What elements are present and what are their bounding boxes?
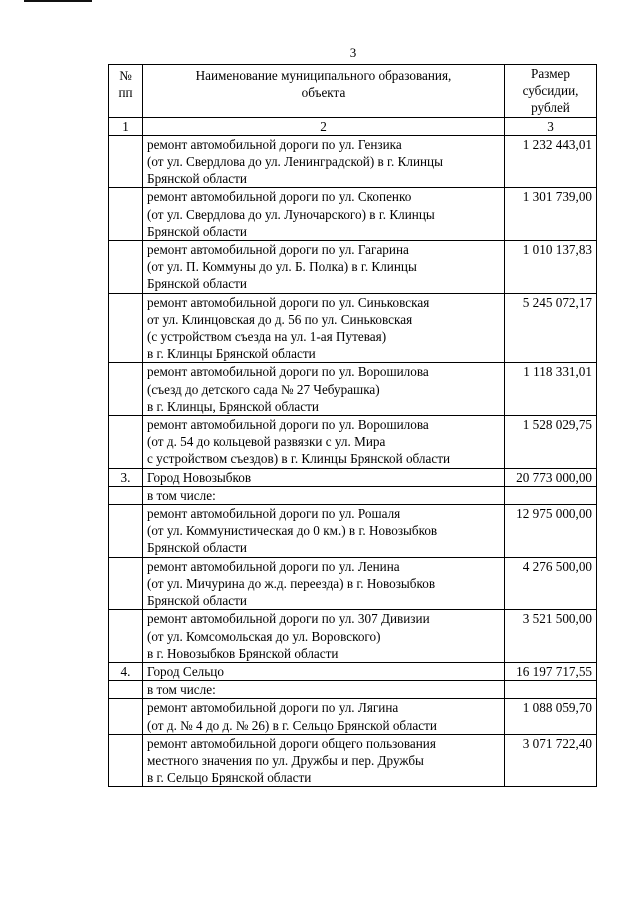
row-name: в том числе:: [143, 486, 505, 504]
header-subsidy: Размер субсидии, рублей: [505, 65, 597, 118]
table-index-row: [109, 117, 597, 135]
row-name: ремонт автомобильной дороги по ул. Гагарина (от ул. П. Коммуны до ул. Б. Полка) в г. Клинцы Брянской области: [143, 241, 505, 294]
row-subsidy: 3 071 722,40: [505, 734, 597, 787]
table-row: [109, 135, 597, 188]
row-name: ремонт автомобильной дороги по ул. Скопенко (от ул. Свердлова до ул. Луночарского) в г. Клинцы Брянской области: [143, 188, 505, 241]
table-row: [109, 293, 597, 363]
row-number: [109, 135, 143, 188]
row-name: ремонт автомобильной дороги общего пользования местного значения по ул. Дружбы и пер. Дружбы в г. Сельцо Брянской области: [143, 734, 505, 787]
row-number: 3.: [109, 468, 143, 486]
table-row: [109, 557, 597, 610]
row-name: ремонт автомобильной дороги по ул. Гензика (от ул. Свердлова до ул. Ленинградской) в г. Клинцы Брянской области: [143, 135, 505, 188]
row-number: [109, 188, 143, 241]
row-number: [109, 557, 143, 610]
table-row: [109, 699, 597, 734]
row-number: [109, 734, 143, 787]
row-subsidy: 1 010 137,83: [505, 241, 597, 294]
page-number: 3: [349, 45, 357, 60]
row-name: ремонт автомобильной дороги по ул. Ворошилова (от д. 54 до кольцевой развязки с ул. Мира с устройством съездов) в г. Клинцы Брянской области: [143, 416, 505, 469]
row-subsidy: 20 773 000,00: [505, 468, 597, 486]
table-row: [109, 468, 597, 486]
table-row: [109, 416, 597, 469]
row-subsidy: 1 232 443,01: [505, 135, 597, 188]
table-row: [109, 681, 597, 699]
table-row: [109, 363, 597, 416]
row-subsidy: 4 276 500,00: [505, 557, 597, 610]
row-name: ремонт автомобильной дороги по ул. 307 Дивизии (от ул. Комсомольская до ул. Воровского) в г. Новозыбков Брянской области: [143, 610, 505, 663]
row-subsidy: [505, 681, 597, 699]
index-number: 1: [109, 117, 143, 135]
row-subsidy: 1 118 331,01: [505, 363, 597, 416]
row-subsidy: 5 245 072,17: [505, 293, 597, 363]
row-subsidy: 1 301 739,00: [505, 188, 597, 241]
row-name: Город Новозыбков: [143, 468, 505, 486]
row-number: [109, 486, 143, 504]
table-row: [109, 188, 597, 241]
table-row: [109, 610, 597, 663]
row-number: [109, 363, 143, 416]
table-row: [109, 505, 597, 558]
row-number: 4.: [109, 662, 143, 680]
row-name: в том числе:: [143, 681, 505, 699]
row-name: ремонт автомобильной дороги по ул. Синьковская от ул. Клинцовская до д. 56 по ул. Синьковская (с устройством съезда на ул. 1-ая Путевая) в г. Клинцы Брянской области: [143, 293, 505, 363]
row-name: ремонт автомобильной дороги по ул. Ленина (от ул. Мичурина до ж.д. переезда) в г. Новозыбков Брянской области: [143, 557, 505, 610]
row-subsidy: 12 975 000,00: [505, 505, 597, 558]
row-number: [109, 610, 143, 663]
table-row: [109, 662, 597, 680]
header-number: № пп: [109, 65, 143, 118]
scan-edge-mark: [24, 0, 92, 2]
subsidy-table: [108, 64, 597, 787]
row-subsidy: 1 528 029,75: [505, 416, 597, 469]
table-row: [109, 486, 597, 504]
row-subsidy: 16 197 717,55: [505, 662, 597, 680]
row-number: [109, 293, 143, 363]
row-number: [109, 505, 143, 558]
row-subsidy: 3 521 500,00: [505, 610, 597, 663]
row-number: [109, 416, 143, 469]
row-name: ремонт автомобильной дороги по ул. Ворошилова (съезд до детского сада № 27 Чебурашка) в г. Клинцы, Брянской области: [143, 363, 505, 416]
row-number: [109, 241, 143, 294]
header-name: Наименование муниципального образования, объекта: [143, 65, 505, 118]
row-number: [109, 699, 143, 734]
index-subsidy: 3: [505, 117, 597, 135]
table-row: [109, 241, 597, 294]
index-name: 2: [143, 117, 505, 135]
row-number: [109, 681, 143, 699]
row-name: ремонт автомобильной дороги по ул. Лягина (от д. № 4 до д. № 26) в г. Сельцо Брянской области: [143, 699, 505, 734]
row-name: Город Сельцо: [143, 662, 505, 680]
table-header-row: [109, 65, 597, 118]
row-subsidy: [505, 486, 597, 504]
row-name: ремонт автомобильной дороги по ул. Рошаля (от ул. Коммунистическая до 0 км.) в г. Новозыбков Брянской области: [143, 505, 505, 558]
row-subsidy: 1 088 059,70: [505, 699, 597, 734]
table-row: [109, 734, 597, 787]
